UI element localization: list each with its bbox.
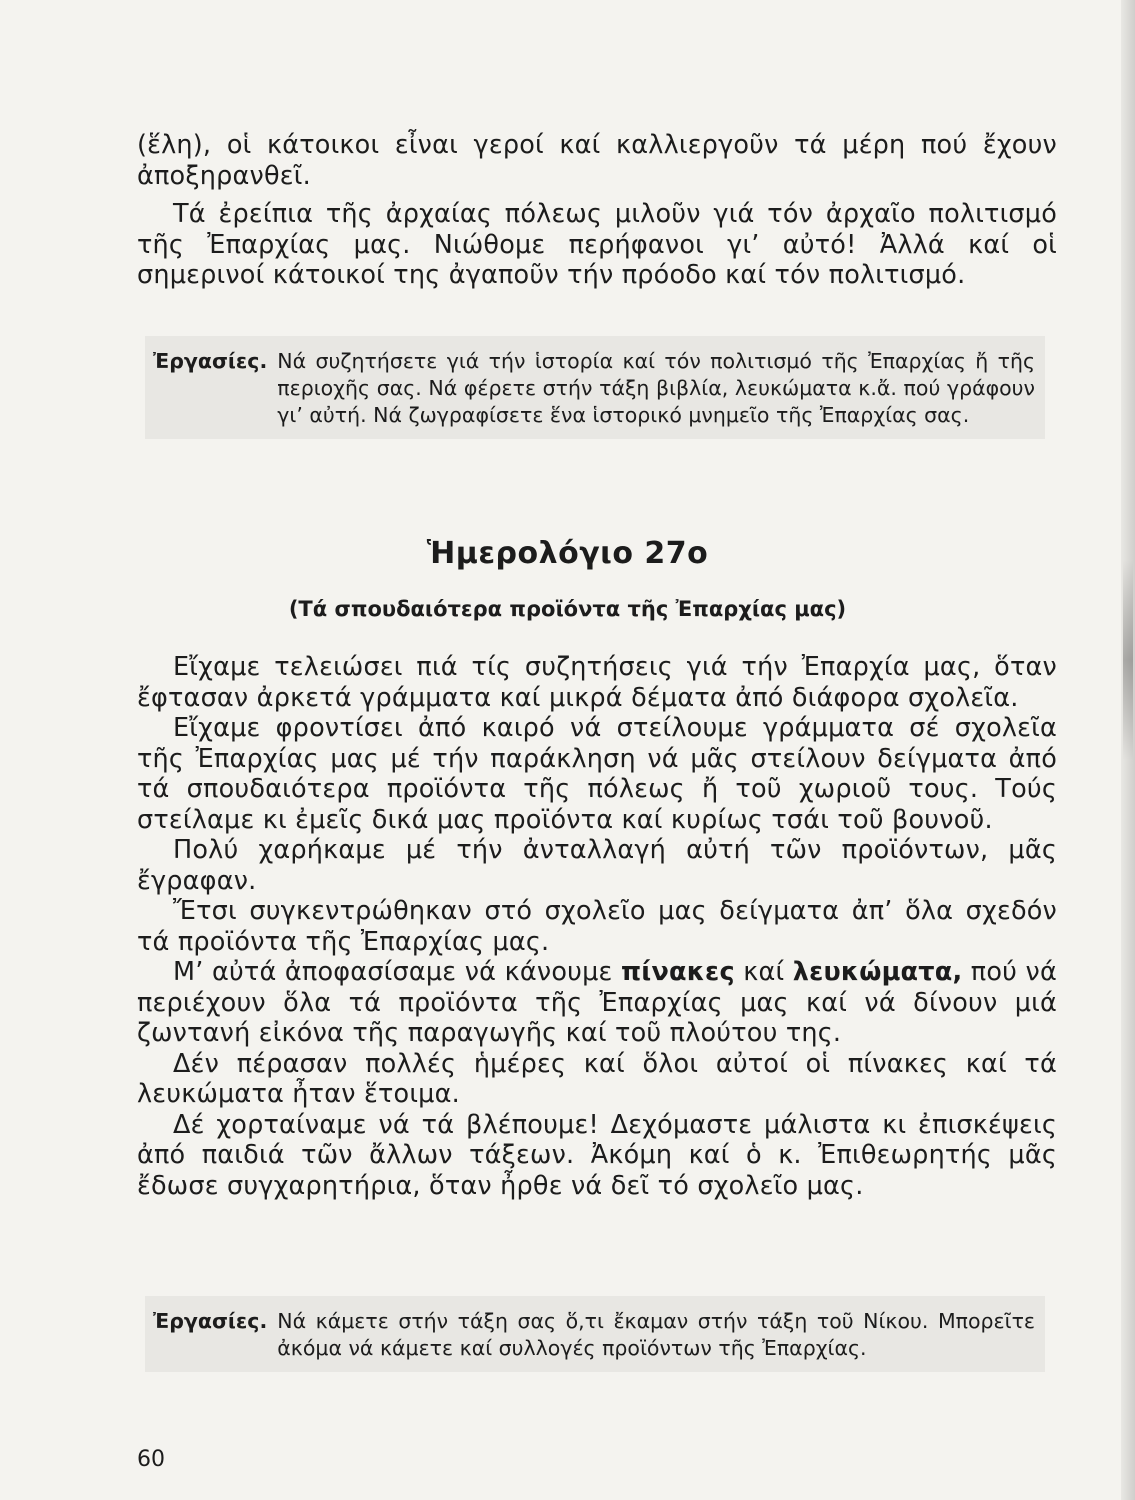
keyword-tables: πίνακες xyxy=(620,957,735,987)
diary-subheading: (Τά σπουδαιότερα προϊόντα τῆς Ἐπαρχίας μας) xyxy=(288,597,847,621)
exercise-box-2 xyxy=(145,1296,1045,1372)
paragraph-4: Ἔτσι συγκεντρώθηκαν στό σχολεῖο μας δείγματα ἀπ’ ὅλα σχεδόν τά προϊόντα τῆς Ἐπαρχίας μας. xyxy=(137,896,1057,957)
paragraph-top-1: (ἕλη), οἱ κάτοικοι εἶναι γεροί καί καλλιεργοῦν τά μέρη πού ἔχουν ἀποξηρανθεῖ. xyxy=(137,130,1057,191)
paragraph-7: Δέ χορταίναμε νά τά βλέπουμε! Δεχόμαστε μάλιστα κι ἐπισκέψεις ἀπό παιδιά τῶν ἄλλων τάξεων. Ἀκόμη καί ὁ κ. Ἐπιθεωρητής μᾶς ἔδωσε συγχαρητήρια, ὅταν ἦρθε νά δεῖ τό σχολεῖο μας. xyxy=(137,1109,1057,1201)
exercise-box-1 xyxy=(145,336,1045,439)
paragraph-5-a: Μ’ αὐτά ἀποφασίσαμε νά κάνουμε xyxy=(173,957,621,987)
paragraph-3: Πολύ χαρήκαμε μέ τήν ἀνταλλαγή αὐτή τῶν προϊόντων, μᾶς ἔγραφαν. xyxy=(137,835,1057,896)
keyword-albums: λευκώματα, xyxy=(792,957,963,987)
exercise-text: Νά συζητήσετε γιά τήν ἱστορία καί τόν πολιτισμό τῆς Ἐπαρχίας ἤ τῆς περιοχῆς σας. Νά φέρετε στήν τάξη βιβλία, λευκώματα κ.ἄ. πού γράφουν γι’ αὐτή. Νά ζωγραφίσετε ἕνα ἱστορικό μνημεῖο τῆς Ἐπαρχίας σας. xyxy=(277,349,1035,427)
exercise-text: Νά κάμετε στήν τάξη σας ὅ,τι ἔκαμαν στήν τάξη τοῦ Νίκου. Μπορεῖτε ἀκόμα νά κάμετε καί συλλογές προϊόντων τῆς Ἐπαρχίας. xyxy=(277,1309,1035,1360)
paragraph-5-d: πού νά περιέχουν ὅλα τά προϊόντα τῆς Ἐπαρχίας μας καί νά δίνουν μιά ζωντανή εἰκόνα τῆς παραγωγῆς καί τοῦ πλούτου της. xyxy=(137,957,1057,1048)
main-text xyxy=(137,652,1057,1201)
exercise-label: Ἐργασίες. xyxy=(153,1309,268,1333)
page-number: 60 xyxy=(137,1447,165,1472)
paragraph-1: Εἴχαμε τελειώσει πιά τίς συζητήσεις γιά τήν Ἐπαρχία μας, ὅταν ἔφτασαν ἀρκετά γράμματα καί μικρά δέματα ἀπό διάφορα σχολεῖα. xyxy=(137,652,1057,713)
paragraph-2: Εἴχαμε φροντίσει ἀπό καιρό νά στείλουμε γράμματα σέ σχολεῖα τῆς Ἐπαρχίας μας μέ τήν παράκληση νά μᾶς στείλουν δείγματα ἀπό τά σπουδαιότερα προϊόντα τῆς πόλεως ἤ τοῦ χωριοῦ τους. Τούς στείλαμε κι ἐμεῖς δικά μας προϊόντα καί κυρίως τσάι τοῦ βουνοῦ. xyxy=(137,713,1057,835)
paragraph-top-2: Τά ἐρείπια τῆς ἀρχαίας πόλεως μιλοῦν γιά τόν ἀρχαῖο πολιτισμό τῆς Ἐπαρχίας μας. Νιώθομε περήφανοι γι’ αὐτό! Ἀλλά καί οἱ σημερινοί κάτοικοί της ἀγαποῦν τήν πρόοδο καί τόν πολιτισμό. xyxy=(137,199,1057,290)
paragraph-6: Δέν πέρασαν πολλές ἡμέρες καί ὅλοι αὐτοί οἱ πίνακες καί τά λευκώματα ἦταν ἕτοιμα. xyxy=(137,1048,1057,1109)
page-edge-shadow xyxy=(1123,560,1133,760)
diary-heading: Ἡμερολόγιο 27ο xyxy=(426,536,709,571)
top-text xyxy=(137,130,1057,291)
exercise-label: Ἐργασίες. xyxy=(153,349,268,373)
paragraph-5-c: καί xyxy=(734,957,793,987)
paragraph-5 xyxy=(137,957,1057,1049)
